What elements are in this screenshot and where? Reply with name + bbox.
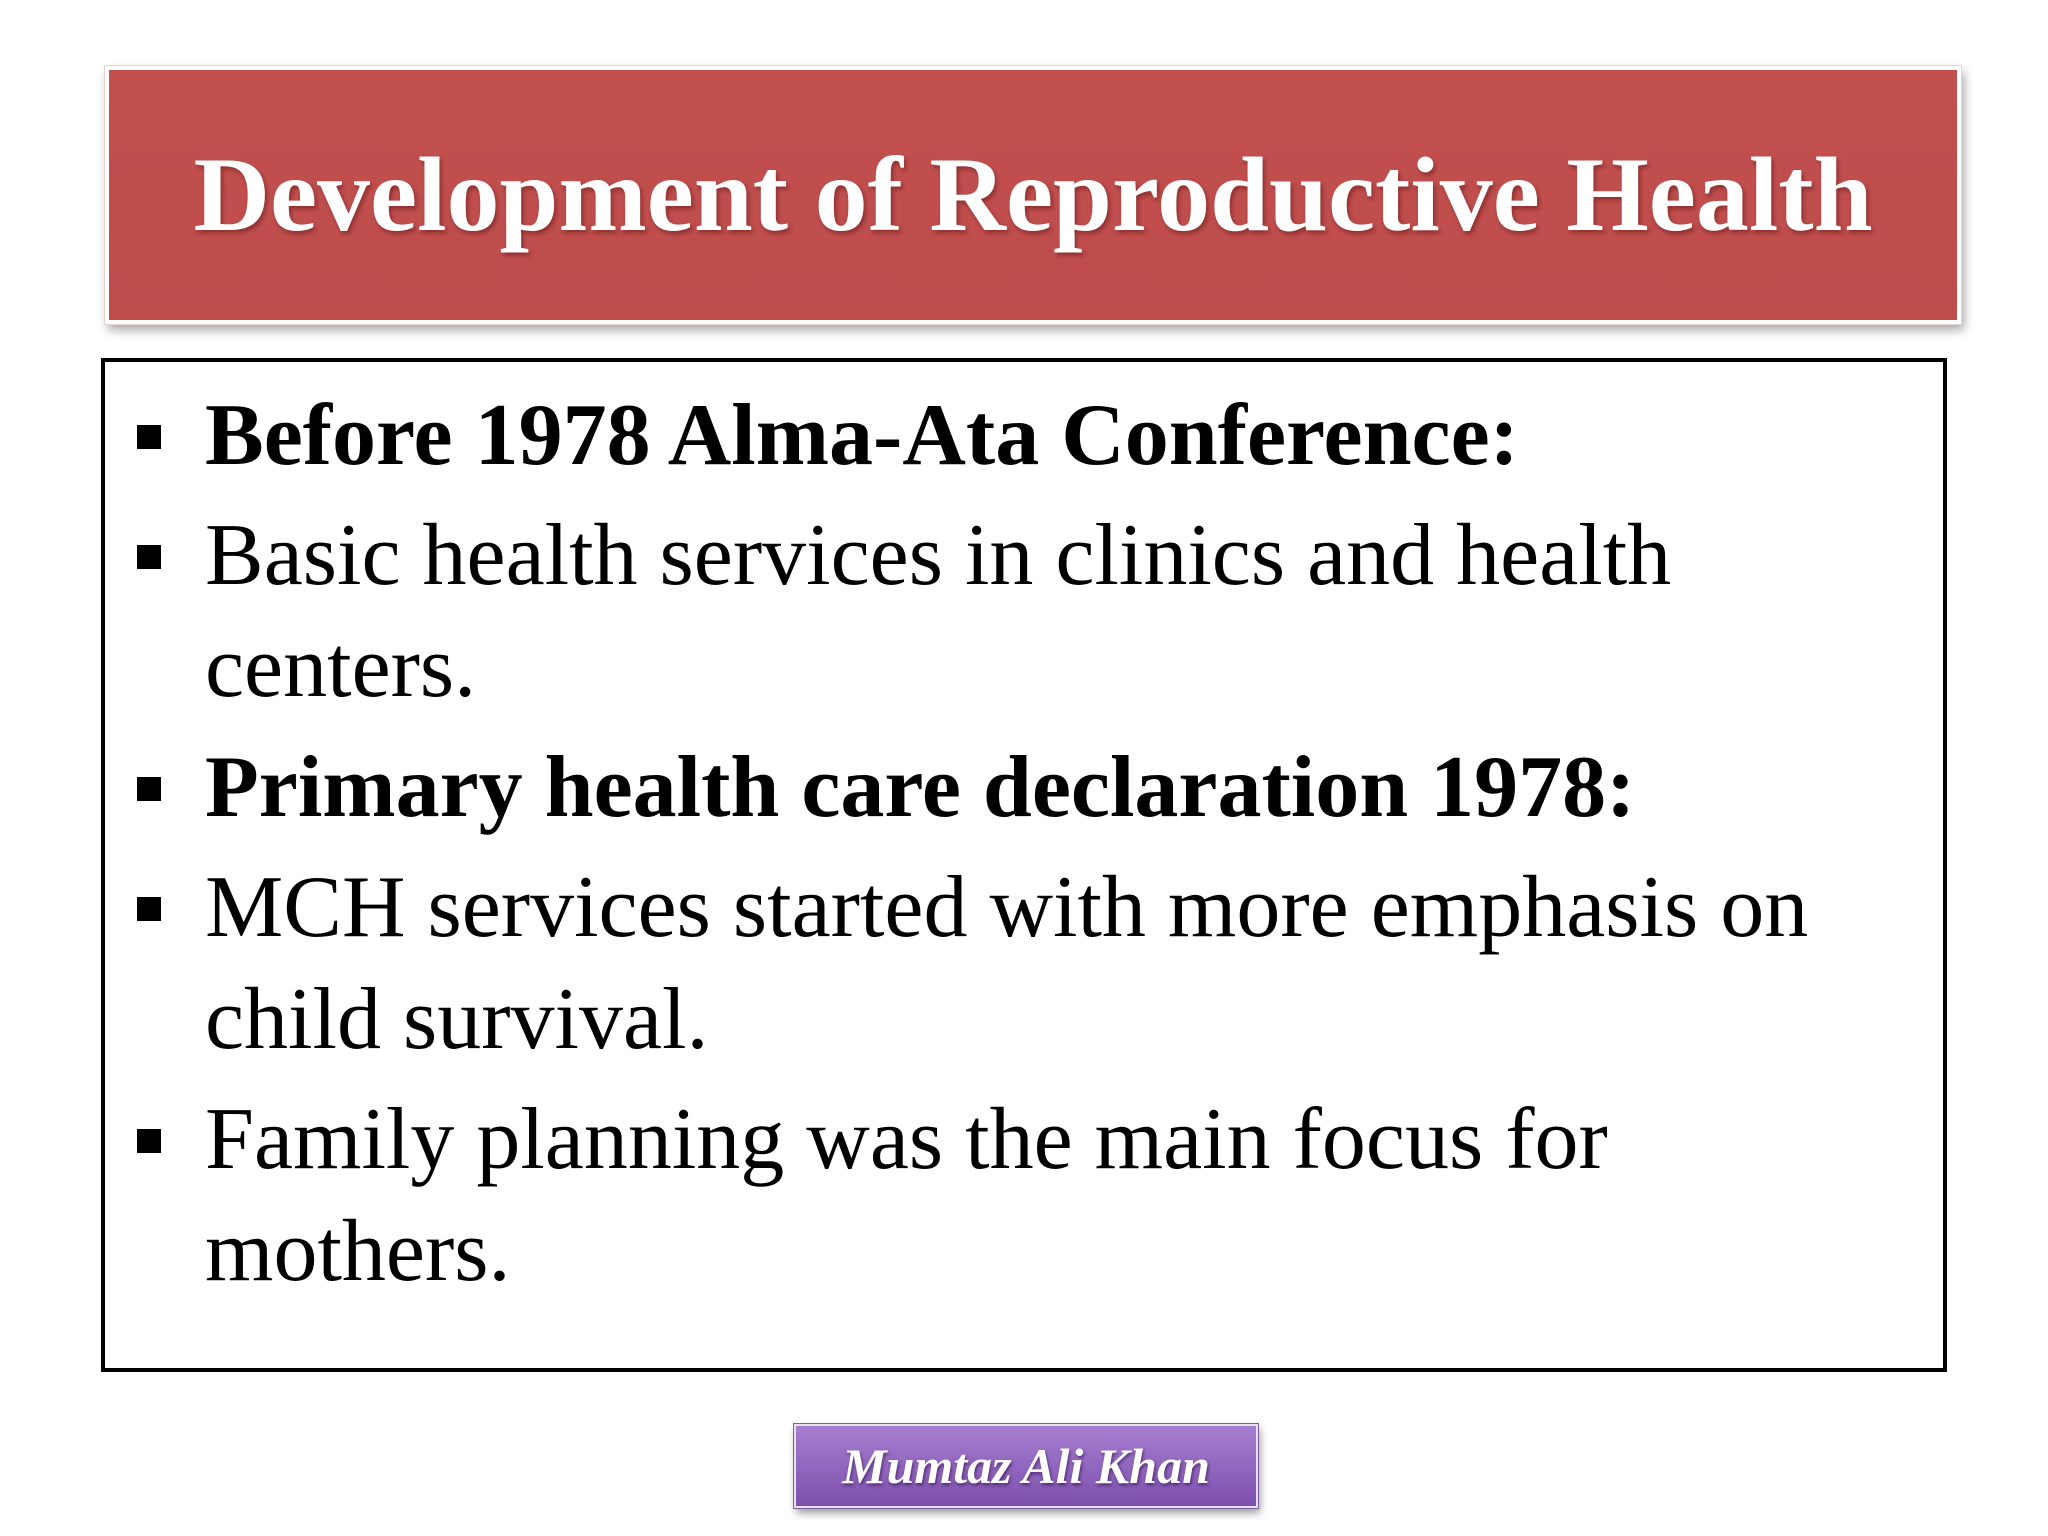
bullet-item [105,732,1943,844]
square-bullet-icon [137,425,161,449]
bullet-text: Before 1978 Alma-Ata Conference: [205,387,1519,484]
square-bullet-icon [137,1129,161,1153]
bullet-list [105,380,1943,1316]
bullet-item [105,852,1943,1076]
square-bullet-icon [137,897,161,921]
author-badge [794,1424,1258,1508]
slide-title: Development of Reproductive Health [193,136,1873,253]
bullet-item [105,1084,1943,1308]
title-bar [105,66,1961,324]
content-box [101,358,1947,1372]
bullet-item [105,500,1943,724]
author-name: Mumtaz Ali Khan [842,1438,1210,1494]
bullet-text: Basic health services in clinics and health centers. [205,507,1672,716]
bullet-text: MCH services started with more emphasis on child survival. [205,859,1809,1068]
bullet-text: Primary health care declaration 1978: [205,739,1636,836]
bullet-item [105,380,1943,492]
square-bullet-icon [137,777,161,801]
square-bullet-icon [137,545,161,569]
bullet-text: Family planning was the main focus for mothers. [205,1091,1608,1300]
